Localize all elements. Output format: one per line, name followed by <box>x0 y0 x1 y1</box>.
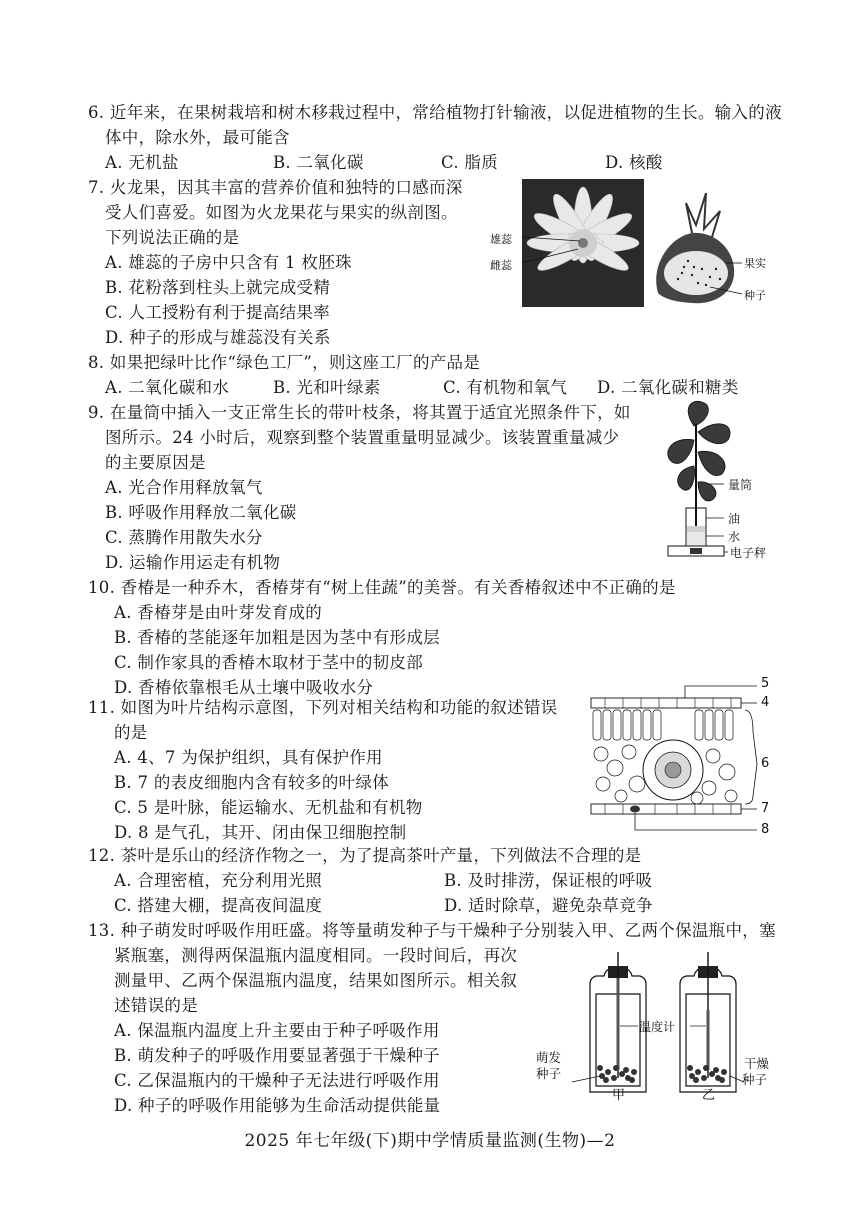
question-12 <box>88 843 808 918</box>
leaf-section-drawing <box>585 672 785 844</box>
q6-option-a: A. 无机盐 <box>105 153 179 172</box>
q13-stem-line3: 测量甲、乙两个保温瓶内温度，结果如图所示。相关叙 <box>114 971 518 990</box>
q11-option-d: D. 8 是气孔，其开、闭由保卫细胞控制 <box>114 823 407 842</box>
q6-stem-line2: 体中，除水外，最可能含 <box>105 128 290 147</box>
question-7 <box>88 175 508 350</box>
q12-option-a: A. 合理密植，充分利用光照 <box>114 871 323 890</box>
q10-option-c: C. 制作家具的香椿木取材于茎中的韧皮部 <box>114 653 424 672</box>
q13-option-d: D. 种子的呼吸作用能够为生命活动提供能量 <box>114 1096 441 1115</box>
thermos-figure <box>530 950 780 1103</box>
q10-stem: 10. 香椿是一种乔木，香椿芽有“树上佳蔬”的美誉。有关香椿叙述中不正确的是 <box>88 578 676 597</box>
label-oil: 油 <box>728 512 741 526</box>
q6-option-b: B. 二氧化碳 <box>273 153 364 172</box>
q8-option-b: B. 光和叶绿素 <box>273 378 381 397</box>
q13-option-b: B. 萌发种子的呼吸作用要显著强于干燥种子 <box>114 1046 440 1065</box>
q9-stem-line1: 9. 在量筒中插入一支正常生长的带叶枝条，将其置于适宜光照条件下，如 <box>88 403 631 422</box>
label-fruit: 果实 <box>744 257 766 270</box>
q6-option-d: D. 核酸 <box>605 153 663 172</box>
q7-option-b: B. 花粉落到柱头上就完成受精 <box>105 278 331 297</box>
q13-stem-line2: 紧瓶塞，测得两保温瓶内温度相同。一段时间后，再次 <box>114 946 518 965</box>
page-footer: 2025 年七年级(下)期中学情质量监测(生物)—2 <box>244 1131 616 1151</box>
q10-option-b: B. 香椿的茎能逐年加粗是因为茎中有形成层 <box>114 628 440 647</box>
label-6: 6 <box>761 756 770 771</box>
label-7: 7 <box>761 801 770 816</box>
q9-option-d: D. 运输作用运走有机物 <box>105 553 281 572</box>
label-yi: 乙 <box>702 1088 716 1103</box>
q10-option-d: D. 香椿依靠根毛从土壤中吸收水分 <box>114 678 374 697</box>
label-sprouting-1: 萌发 <box>536 1050 562 1065</box>
cylinder-plant-drawing <box>650 396 780 566</box>
label-jia: 甲 <box>612 1088 626 1103</box>
label-water: 水 <box>728 530 741 544</box>
q8-option-d: D. 二氧化碳和糖类 <box>597 378 739 397</box>
q6-options <box>88 150 788 175</box>
label-thermometer: 温度计 <box>639 1020 676 1034</box>
q11-stem-line1: 11. 如图为叶片结构示意图，下列对相关结构和功能的叙述错误 <box>88 698 558 717</box>
q7-option-c: C. 人工授粉有利于提高结果率 <box>105 303 331 322</box>
label-sprouting-2: 种子 <box>536 1066 562 1081</box>
q11-option-c: C. 5 是叶脉，能运输水、无机盐和有机物 <box>114 798 423 817</box>
q13-option-a: A. 保温瓶内温度上升主要由于种子呼吸作用 <box>114 1021 440 1040</box>
q8-stem: 8. 如果把绿叶比作“绿色工厂”，则这座工厂的产品是 <box>88 353 481 372</box>
q7-option-d: D. 种子的形成与雄蕊没有关系 <box>105 328 331 347</box>
q13-option-c: C. 乙保温瓶内的干燥种子无法进行呼吸作用 <box>114 1071 440 1090</box>
label-dry-2: 种子 <box>742 1072 768 1087</box>
question-8 <box>88 350 808 400</box>
q11-stem-line2: 的是 <box>114 723 148 742</box>
q9-option-b: B. 呼吸作用释放二氧化碳 <box>105 503 297 522</box>
cylinder-plant-figure <box>650 396 780 566</box>
q7-stem-line1: 7. 火龙果，因其丰富的营养价值和独特的口感而深 <box>88 178 463 197</box>
q9-stem-line2: 图所示。24 小时后，观察到整个装置重量明显减少。该装置重量减少 <box>105 428 620 447</box>
q8-option-c: C. 有机物和氧气 <box>443 378 568 397</box>
q7-stem-line3: 下列说法正确的是 <box>105 228 240 247</box>
label-cylinder: 量筒 <box>728 478 753 492</box>
q6-option-c: C. 脂质 <box>441 153 499 172</box>
q6-stem-line1: 6. 近年来，在果树栽培和树木移栽过程中，常给植物打针输液，以促进植物的生长。输入的液 <box>88 103 782 122</box>
q9-stem-line3: 的主要原因是 <box>105 453 206 472</box>
flower-photo <box>480 175 770 310</box>
q12-options-row2 <box>88 893 808 918</box>
q12-options-row1 <box>88 868 808 893</box>
label-8: 8 <box>761 822 770 837</box>
label-pistil: 雌蕊 <box>490 259 512 272</box>
q9-option-c: C. 蒸腾作用散失水分 <box>105 528 263 547</box>
q12-option-c: C. 搭建大棚，提高夜间温度 <box>114 896 323 915</box>
q11-option-b: B. 7 的表皮细胞内含有较多的叶绿体 <box>114 773 390 792</box>
dragon-fruit-figure <box>480 175 770 310</box>
label-4: 4 <box>761 695 770 710</box>
leaf-structure-figure <box>585 672 785 844</box>
q12-stem: 12. 茶叶是乐山的经济作物之一，为了提高茶叶产量，下列做法不合理的是 <box>88 846 642 865</box>
q12-option-d: D. 适时除草，避免杂草竞争 <box>444 896 653 915</box>
label-seed: 种子 <box>744 289 766 302</box>
q10-option-a: A. 香椿芽是由叶芽发育成的 <box>114 603 323 622</box>
q12-option-b: B. 及时排涝，保证根的呼吸 <box>444 871 653 890</box>
question-9 <box>88 400 648 575</box>
q9-option-a: A. 光合作用释放氧气 <box>105 478 263 497</box>
question-6 <box>88 100 788 175</box>
label-5: 5 <box>761 676 770 691</box>
label-stamen: 雄蕊 <box>490 233 512 246</box>
q7-option-a: A. 雄蕊的子房中只含有 1 枚胚珠 <box>105 253 352 272</box>
q13-stem-line1: 13. 种子萌发时呼吸作用旺盛。将等量萌发种子与干燥种子分别装入甲、乙两个保温瓶中，塞 <box>88 921 776 940</box>
q7-stem-line2: 受人们喜爱。如图为火龙果花与果实的纵剖图。 <box>105 203 458 222</box>
q8-option-a: A. 二氧化碳和水 <box>105 378 230 397</box>
q13-stem-line4: 述错误的是 <box>114 996 198 1015</box>
question-11 <box>88 695 588 845</box>
label-dry-1: 干燥 <box>744 1056 770 1071</box>
label-scale: 电子秤 <box>730 546 767 560</box>
q11-option-a: A. 4、7 为保护组织，具有保护作用 <box>114 748 383 767</box>
